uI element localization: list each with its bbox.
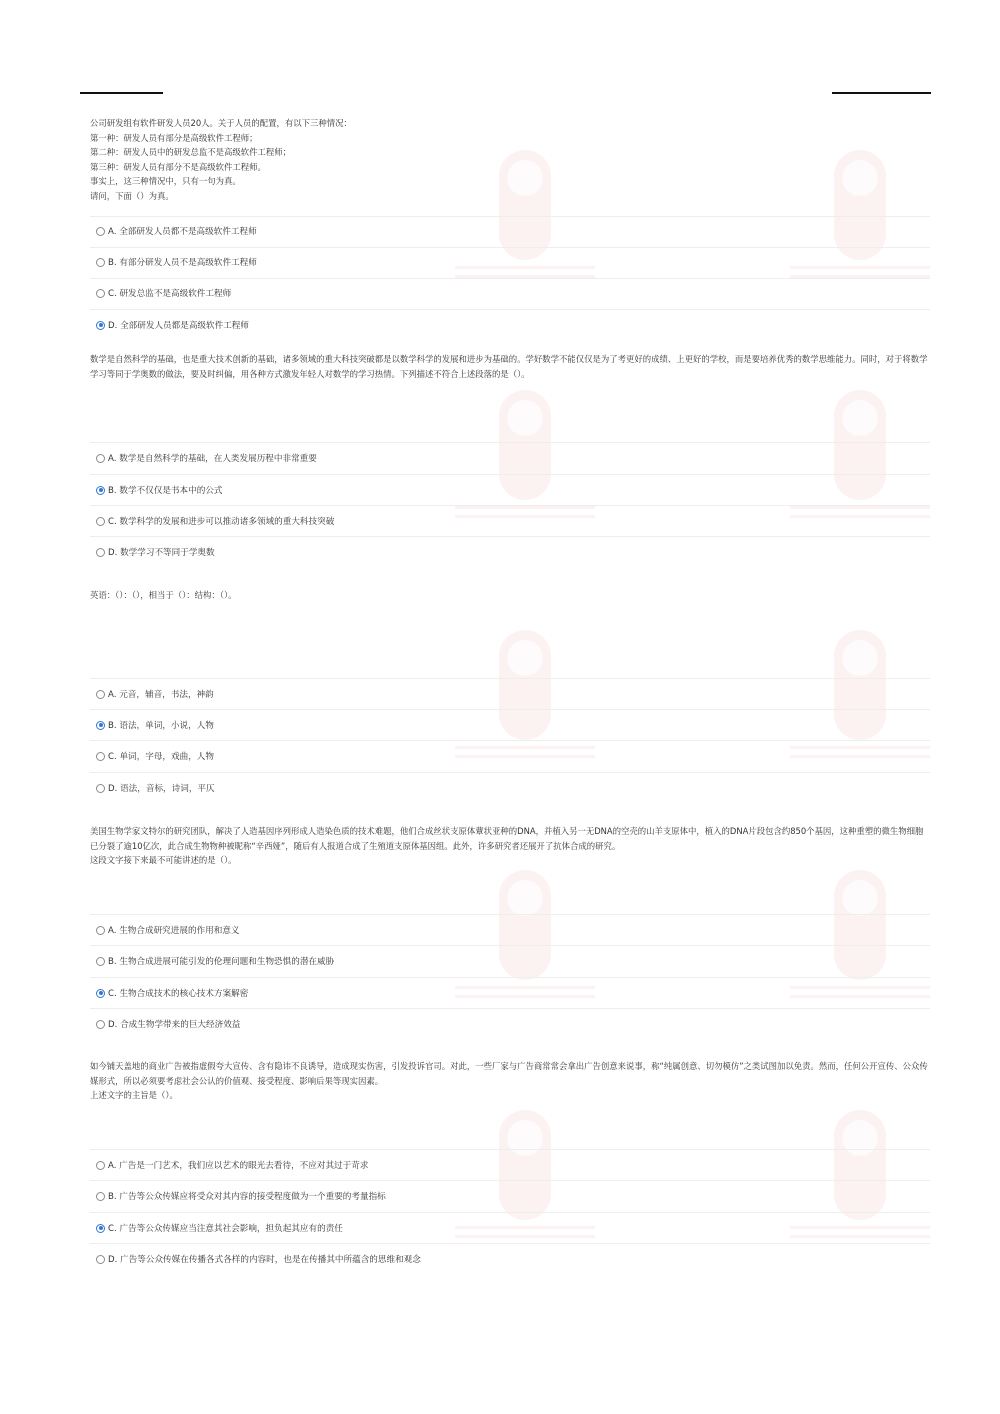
option-divider (90, 740, 930, 741)
option-label: A. 数学是自然科学的基础，在人类发展历程中非常重要 (108, 454, 317, 464)
question-line: 第二种：研发人员中的研发总监不是高级软件工程师； (90, 147, 291, 158)
option-d[interactable] (96, 1017, 240, 1031)
radio-button[interactable] (96, 784, 105, 793)
watermark-logo (790, 630, 930, 758)
question-line: 如今铺天盖地的商业广告被指虚假夸大宣传、含有隐讳不良诱导，造成现实伤害，引发投诉官司。对此，一些厂家与广告商常常会拿出广告创意来说事，称“纯属创意、切勿模仿”之类试图加以免责。然而，任何公开宣传、公众传媒形式，所以必须要考虑社会公认的价值观、接受程度、影响后果等现实因素。 (90, 1061, 928, 1086)
radio-button-selected[interactable] (96, 321, 105, 330)
option-a[interactable] (96, 451, 317, 465)
question-5 (90, 1059, 930, 1265)
radio-button[interactable] (96, 517, 105, 526)
radio-button-selected[interactable] (96, 989, 105, 998)
option-divider (90, 278, 930, 279)
watermark-logo (790, 1110, 930, 1238)
option-divider (90, 536, 930, 537)
question-3 (90, 588, 930, 794)
option-divider (90, 1212, 930, 1213)
option-d[interactable] (96, 545, 215, 559)
watermark-logo (790, 870, 930, 998)
option-c[interactable] (96, 286, 231, 300)
question-line: 数学是自然科学的基础，也是重大技术创新的基础，诸多领域的重大科技突破都是以数学科学的发展和进步为基础的。学好数学不能仅仅是为了考更好的成绩、上更好的学校，而是要培养优秀的数学思维能力。同时，对于将数学学习等同于学奥数的做法，要及时纠偏，用各种方式激发年轻人对数学的学习热情。下列描述不符合上述段落的是（）。 (90, 354, 928, 379)
watermark-logo (455, 390, 595, 518)
option-b[interactable] (96, 483, 223, 497)
question-line: 请问，下面（）为真。 (90, 190, 174, 201)
option-label: A. 广告是一门艺术，我们应以艺术的眼光去看待，不应对其过于苛求 (108, 1161, 369, 1171)
option-label: A. 全部研发人员都不是高级软件工程师 (108, 227, 257, 237)
question-line: 第三种：研发人员有部分不是高级软件工程师。 (90, 161, 266, 172)
question-4 (90, 824, 930, 1030)
radio-button[interactable] (96, 1192, 105, 1201)
question-text (90, 588, 930, 603)
radio-button-selected[interactable] (96, 1224, 105, 1233)
option-divider (90, 442, 930, 443)
option-divider (90, 1149, 930, 1150)
watermark-logo (455, 630, 595, 758)
watermark-logo (455, 870, 595, 998)
radio-button[interactable] (96, 289, 105, 298)
radio-button[interactable] (96, 454, 105, 463)
question-line: 公司研发组有软件研发人员20人。关于人员的配置，有以下三种情况： (90, 118, 352, 128)
radio-button[interactable] (96, 1020, 105, 1029)
option-divider (90, 945, 930, 946)
option-divider (90, 474, 930, 475)
option-c[interactable] (96, 1221, 343, 1235)
radio-button-selected[interactable] (96, 721, 105, 730)
option-b[interactable] (96, 1189, 386, 1203)
option-label: D. 全部研发人员都是高级软件工程师 (108, 321, 249, 331)
radio-button[interactable] (96, 1255, 105, 1264)
option-divider (90, 505, 930, 506)
option-divider (90, 977, 930, 978)
option-label: B. 广告等公众传媒应将受众对其内容的接受程度做为一个重要的考量指标 (108, 1192, 386, 1202)
option-b[interactable] (96, 718, 214, 732)
option-divider (90, 247, 930, 248)
question-line: 第一种：研发人员有部分是高级软件工程师； (90, 132, 258, 143)
option-label: D. 广告等公众传媒在传播各式各样的内容时，也是在传播其中所蕴含的思维和观念 (108, 1255, 421, 1265)
question-text (90, 352, 930, 381)
radio-button[interactable] (96, 926, 105, 935)
question-line: 英语：（）：（），相当于（）：结构：（）。 (90, 590, 237, 600)
watermark-logo (455, 1110, 595, 1238)
option-label: D. 数学学习不等同于学奥数 (108, 548, 215, 558)
option-d[interactable] (96, 1252, 421, 1266)
radio-button[interactable] (96, 548, 105, 557)
option-a[interactable] (96, 923, 240, 937)
option-divider (90, 1180, 930, 1181)
option-label: B. 生物合成进展可能引发的伦理问题和生物恐惧的潜在威胁 (108, 957, 335, 967)
option-d[interactable] (96, 318, 249, 332)
radio-button-selected[interactable] (96, 486, 105, 495)
option-label: C. 单词，字母，戏曲，人物 (108, 752, 214, 762)
option-a[interactable] (96, 687, 214, 701)
question-line: 上述文字的主旨是（）。 (90, 1090, 178, 1101)
radio-button[interactable] (96, 752, 105, 761)
option-divider (90, 1008, 930, 1009)
option-divider (90, 309, 930, 310)
option-label: B. 有部分研发人员不是高级软件工程师 (108, 258, 257, 268)
option-divider (90, 709, 930, 710)
radio-button[interactable] (96, 1161, 105, 1170)
radio-button[interactable] (96, 690, 105, 699)
option-label: C. 研发总监不是高级软件工程师 (108, 289, 232, 299)
option-c[interactable] (96, 514, 334, 528)
option-label: C. 生物合成技术的核心技术方案解密 (108, 989, 249, 999)
radio-button[interactable] (96, 957, 105, 966)
question-1 (90, 116, 930, 331)
question-text (90, 824, 930, 868)
option-c[interactable] (96, 986, 248, 1000)
question-line: 事实上，这三种情况中，只有一句为真。 (90, 176, 241, 187)
option-divider (90, 1243, 930, 1244)
question-text (90, 116, 930, 204)
radio-button[interactable] (96, 227, 105, 236)
header-rule-right (832, 92, 931, 94)
question-line: 美国生物学家文特尔的研究团队，解决了人造基因序列形成人造染色质的技术难题，他们合成丝状支原体蕈状亚种的DNA，并植入另一无DNA的空壳的山羊支原体中，植入的DNA片段包含约850个基因，这种重塑的微生物细胞已分裂了逾10亿次，此合成生物物种被昵称“辛西娅”，随后有人报道合成了生殖道支原体基因组。此外，许多研究者还展开了抗体合成的研究。 (90, 826, 924, 851)
option-label: B. 数学不仅仅是书本中的公式 (108, 486, 223, 496)
option-label: D. 合成生物学带来的巨大经济效益 (108, 1020, 241, 1030)
option-a[interactable] (96, 224, 257, 238)
option-label: C. 数学科学的发展和进步可以推动诸多领域的重大科技突破 (108, 517, 335, 527)
option-label: A. 元音，辅音，书法，神韵 (108, 690, 214, 700)
option-divider (90, 678, 930, 679)
option-label: D. 语法，音标，诗词，平仄 (108, 784, 215, 794)
option-label: C. 广告等公众传媒应当注意其社会影响，担负起其应有的责任 (108, 1224, 343, 1234)
option-divider (90, 772, 930, 773)
option-label: A. 生物合成研究进展的作用和意义 (108, 926, 240, 936)
option-b[interactable] (96, 954, 334, 968)
question-line: 这段文字接下来最不可能讲述的是（）。 (90, 855, 237, 866)
option-divider (90, 914, 930, 915)
option-divider (90, 216, 930, 217)
watermark-logo (790, 390, 930, 518)
question-2 (90, 352, 930, 558)
option-d[interactable] (96, 781, 215, 795)
radio-button[interactable] (96, 258, 105, 267)
question-text (90, 1059, 930, 1103)
option-label: B. 语法，单词，小说，人物 (108, 721, 214, 731)
option-a[interactable] (96, 1158, 368, 1172)
header-rule-left (80, 92, 163, 94)
option-c[interactable] (96, 749, 214, 763)
option-b[interactable] (96, 255, 257, 269)
